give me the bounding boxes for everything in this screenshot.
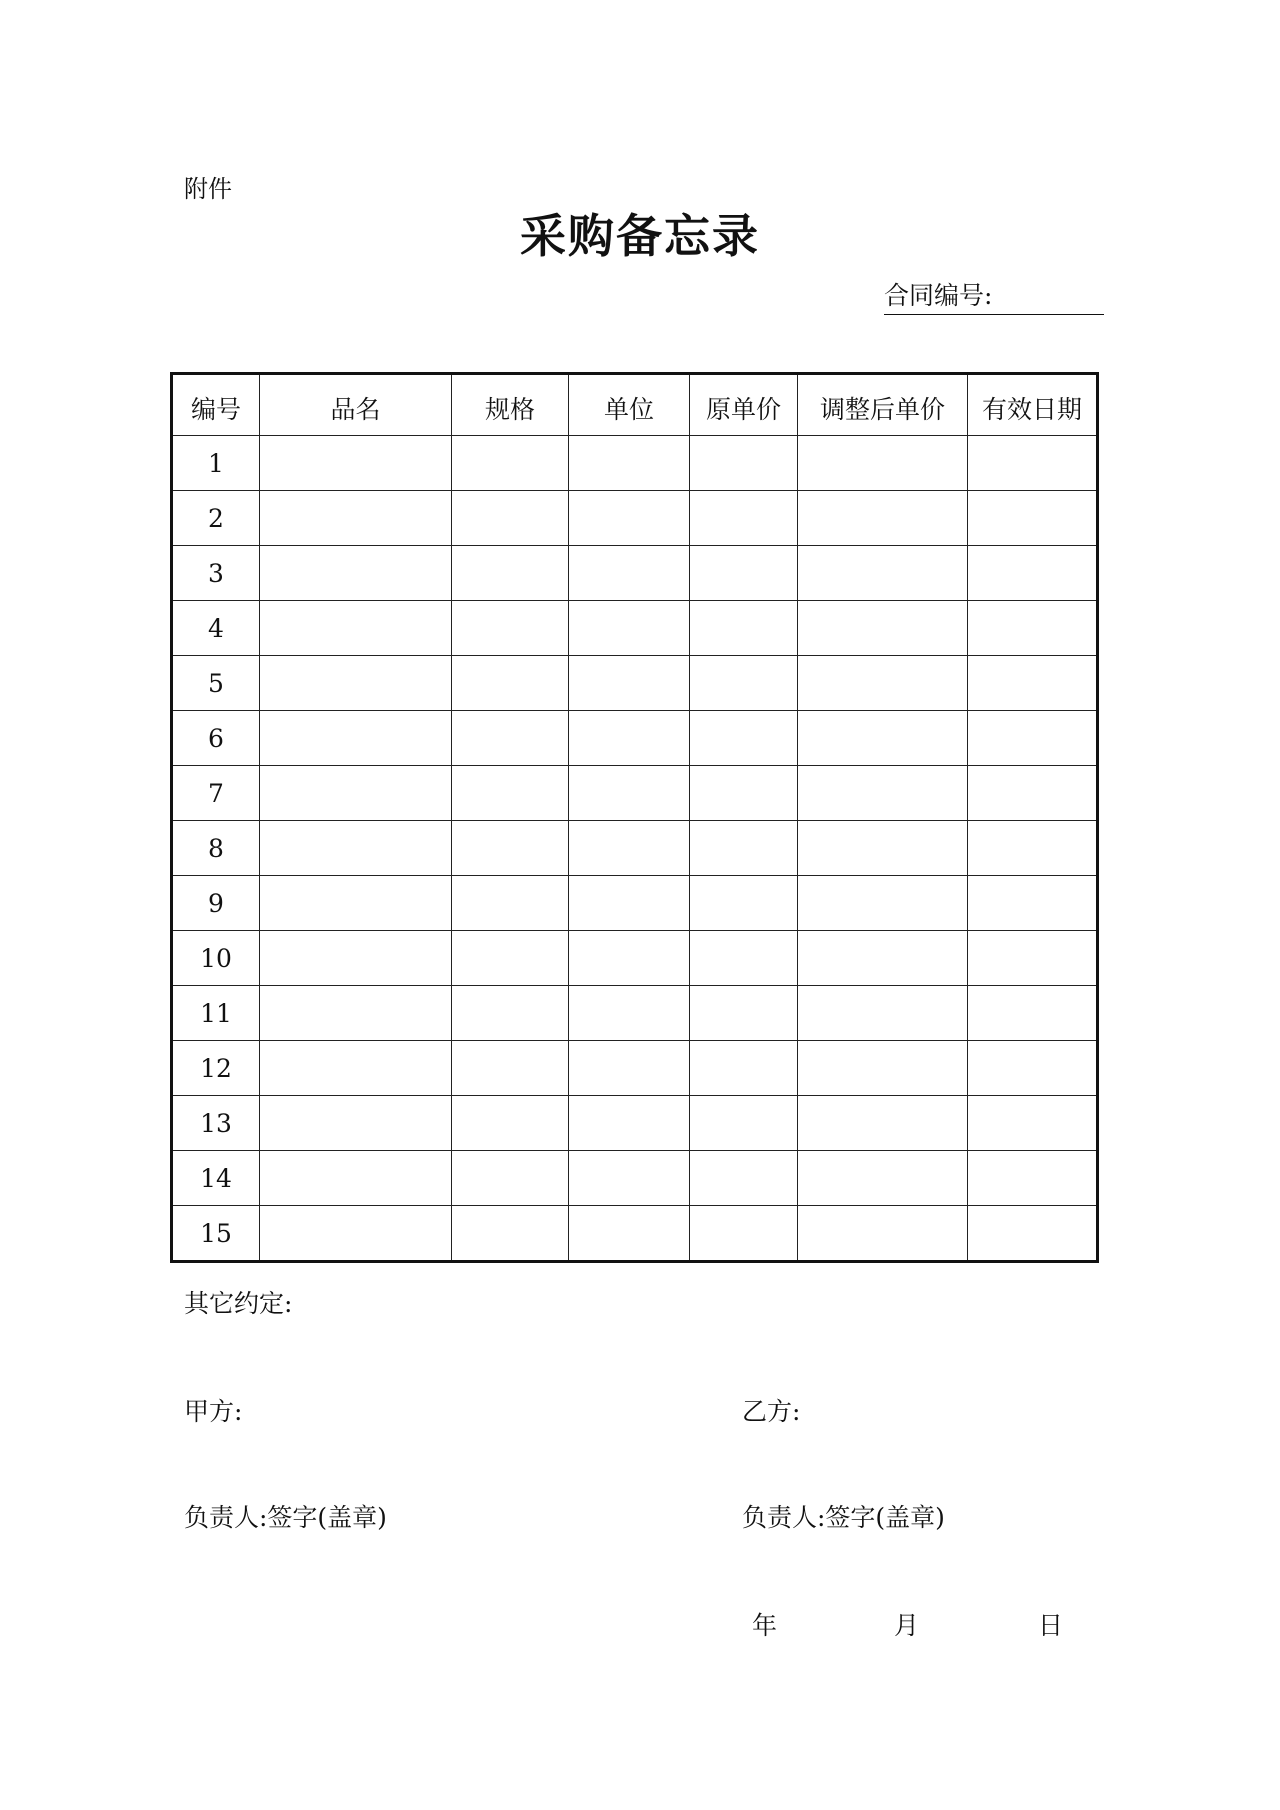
original-price-cell[interactable] xyxy=(690,711,798,766)
original-price-cell[interactable] xyxy=(690,491,798,546)
item-name-cell[interactable] xyxy=(260,436,452,491)
unit-cell[interactable] xyxy=(569,821,690,876)
original-price-cell[interactable] xyxy=(690,1206,798,1262)
party-a-signature-label: 负责人:签字(盖章) xyxy=(184,1503,387,1532)
specification-cell[interactable] xyxy=(452,491,569,546)
valid-date-cell[interactable] xyxy=(968,1151,1098,1206)
table-row xyxy=(172,1041,1098,1096)
specification-cell[interactable] xyxy=(452,766,569,821)
document-title: 采购备忘录 xyxy=(520,209,760,263)
adjusted-price-cell[interactable] xyxy=(798,1041,968,1096)
adjusted-price-cell[interactable] xyxy=(798,986,968,1041)
valid-date-cell[interactable] xyxy=(968,601,1098,656)
header-cell-unit: 单位 xyxy=(569,374,690,436)
original-price-cell[interactable] xyxy=(690,546,798,601)
header-cell-item-name: 品名 xyxy=(260,374,452,436)
adjusted-price-cell[interactable] xyxy=(798,601,968,656)
valid-date-cell[interactable] xyxy=(968,546,1098,601)
unit-cell[interactable] xyxy=(569,601,690,656)
adjusted-price-cell[interactable] xyxy=(798,436,968,491)
valid-date-cell[interactable] xyxy=(968,1041,1098,1096)
table-row xyxy=(172,931,1098,986)
item-name-cell[interactable] xyxy=(260,1206,452,1262)
specification-cell[interactable] xyxy=(452,711,569,766)
unit-cell[interactable] xyxy=(569,1041,690,1096)
unit-cell[interactable] xyxy=(569,1206,690,1262)
adjusted-price-cell[interactable] xyxy=(798,711,968,766)
original-price-cell[interactable] xyxy=(690,1041,798,1096)
unit-cell[interactable] xyxy=(569,931,690,986)
adjusted-price-cell[interactable] xyxy=(798,1151,968,1206)
other-terms-label: 其它约定: xyxy=(184,1289,293,1318)
original-price-cell[interactable] xyxy=(690,1151,798,1206)
unit-cell[interactable] xyxy=(569,876,690,931)
item-name-cell[interactable] xyxy=(260,546,452,601)
specification-cell[interactable] xyxy=(452,876,569,931)
table-body xyxy=(172,436,1098,1262)
specification-cell[interactable] xyxy=(452,1041,569,1096)
table-row xyxy=(172,821,1098,876)
original-price-cell[interactable] xyxy=(690,876,798,931)
unit-cell[interactable] xyxy=(569,766,690,821)
row-number-cell: 4 xyxy=(172,601,260,656)
purchase-table xyxy=(170,372,1099,1263)
adjusted-price-cell[interactable] xyxy=(798,821,968,876)
specification-cell[interactable] xyxy=(452,436,569,491)
item-name-cell[interactable] xyxy=(260,986,452,1041)
table-row xyxy=(172,711,1098,766)
party-b-signature-label: 负责人:签字(盖章) xyxy=(742,1503,945,1532)
item-name-cell[interactable] xyxy=(260,656,452,711)
table-row xyxy=(172,766,1098,821)
header-cell-number: 编号 xyxy=(172,374,260,436)
table-row xyxy=(172,1206,1098,1262)
original-price-cell[interactable] xyxy=(690,1096,798,1151)
original-price-cell[interactable] xyxy=(690,931,798,986)
table-row xyxy=(172,601,1098,656)
item-name-cell[interactable] xyxy=(260,821,452,876)
adjusted-price-cell[interactable] xyxy=(798,876,968,931)
specification-cell[interactable] xyxy=(452,1206,569,1262)
table-row xyxy=(172,1096,1098,1151)
date-month-label: 月 xyxy=(894,1611,920,1640)
unit-cell[interactable] xyxy=(569,1096,690,1151)
original-price-cell[interactable] xyxy=(690,821,798,876)
row-number-cell: 12 xyxy=(172,1041,260,1096)
adjusted-price-cell[interactable] xyxy=(798,1206,968,1262)
valid-date-cell[interactable] xyxy=(968,821,1098,876)
date-day-label: 日 xyxy=(1038,1611,1064,1640)
valid-date-cell[interactable] xyxy=(968,986,1098,1041)
row-number-cell: 6 xyxy=(172,711,260,766)
table-row xyxy=(172,546,1098,601)
item-name-cell[interactable] xyxy=(260,931,452,986)
valid-date-cell[interactable] xyxy=(968,711,1098,766)
specification-cell[interactable] xyxy=(452,656,569,711)
table-header-row xyxy=(172,374,1098,436)
item-name-cell[interactable] xyxy=(260,876,452,931)
item-name-cell[interactable] xyxy=(260,1096,452,1151)
table-row xyxy=(172,1151,1098,1206)
header-cell-original-price: 原单价 xyxy=(690,374,798,436)
valid-date-cell[interactable] xyxy=(968,876,1098,931)
adjusted-price-cell[interactable] xyxy=(798,1096,968,1151)
adjusted-price-cell[interactable] xyxy=(798,491,968,546)
row-number-cell: 14 xyxy=(172,1151,260,1206)
table-row xyxy=(172,876,1098,931)
specification-cell[interactable] xyxy=(452,931,569,986)
row-number-cell: 10 xyxy=(172,931,260,986)
unit-cell[interactable] xyxy=(569,656,690,711)
specification-cell[interactable] xyxy=(452,601,569,656)
original-price-cell[interactable] xyxy=(690,656,798,711)
adjusted-price-cell[interactable] xyxy=(798,656,968,711)
row-number-cell: 1 xyxy=(172,436,260,491)
date-year-label: 年 xyxy=(752,1611,778,1640)
original-price-cell[interactable] xyxy=(690,986,798,1041)
valid-date-cell[interactable] xyxy=(968,931,1098,986)
header-cell-adjusted-price: 调整后单价 xyxy=(798,374,968,436)
party-b-label: 乙方: xyxy=(742,1397,801,1426)
party-a-label: 甲方: xyxy=(184,1397,243,1426)
adjusted-price-cell[interactable] xyxy=(798,546,968,601)
row-number-cell: 2 xyxy=(172,491,260,546)
row-number-cell: 3 xyxy=(172,546,260,601)
table-row xyxy=(172,656,1098,711)
contract-number-field[interactable] xyxy=(884,280,1104,315)
unit-cell[interactable] xyxy=(569,986,690,1041)
valid-date-cell[interactable] xyxy=(968,491,1098,546)
header-cell-valid-date: 有效日期 xyxy=(968,374,1098,436)
unit-cell[interactable] xyxy=(569,436,690,491)
unit-cell[interactable] xyxy=(569,1151,690,1206)
item-name-cell[interactable] xyxy=(260,766,452,821)
specification-cell[interactable] xyxy=(452,1151,569,1206)
item-name-cell[interactable] xyxy=(260,1041,452,1096)
adjusted-price-cell[interactable] xyxy=(798,766,968,821)
valid-date-cell[interactable] xyxy=(968,766,1098,821)
specification-cell[interactable] xyxy=(452,986,569,1041)
contract-number-label: 合同编号: xyxy=(884,281,993,310)
specification-cell[interactable] xyxy=(452,546,569,601)
valid-date-cell[interactable] xyxy=(968,1206,1098,1262)
specification-cell[interactable] xyxy=(452,821,569,876)
original-price-cell[interactable] xyxy=(690,766,798,821)
adjusted-price-cell[interactable] xyxy=(798,931,968,986)
item-name-cell[interactable] xyxy=(260,711,452,766)
unit-cell[interactable] xyxy=(569,546,690,601)
header-cell-specification: 规格 xyxy=(452,374,569,436)
purchase-table-wrapper xyxy=(170,372,1096,1263)
row-number-cell: 8 xyxy=(172,821,260,876)
unit-cell[interactable] xyxy=(569,711,690,766)
row-number-cell: 13 xyxy=(172,1096,260,1151)
row-number-cell: 5 xyxy=(172,656,260,711)
valid-date-cell[interactable] xyxy=(968,656,1098,711)
row-number-cell: 9 xyxy=(172,876,260,931)
table-row xyxy=(172,986,1098,1041)
original-price-cell[interactable] xyxy=(690,436,798,491)
valid-date-cell[interactable] xyxy=(968,1096,1098,1151)
table-row xyxy=(172,436,1098,491)
attachment-label: 附件 xyxy=(184,175,232,203)
row-number-cell: 11 xyxy=(172,986,260,1041)
valid-date-cell[interactable] xyxy=(968,436,1098,491)
unit-cell[interactable] xyxy=(569,491,690,546)
specification-cell[interactable] xyxy=(452,1096,569,1151)
item-name-cell[interactable] xyxy=(260,601,452,656)
item-name-cell[interactable] xyxy=(260,1151,452,1206)
original-price-cell[interactable] xyxy=(690,601,798,656)
row-number-cell: 7 xyxy=(172,766,260,821)
item-name-cell[interactable] xyxy=(260,491,452,546)
table-row xyxy=(172,491,1098,546)
row-number-cell: 15 xyxy=(172,1206,260,1262)
